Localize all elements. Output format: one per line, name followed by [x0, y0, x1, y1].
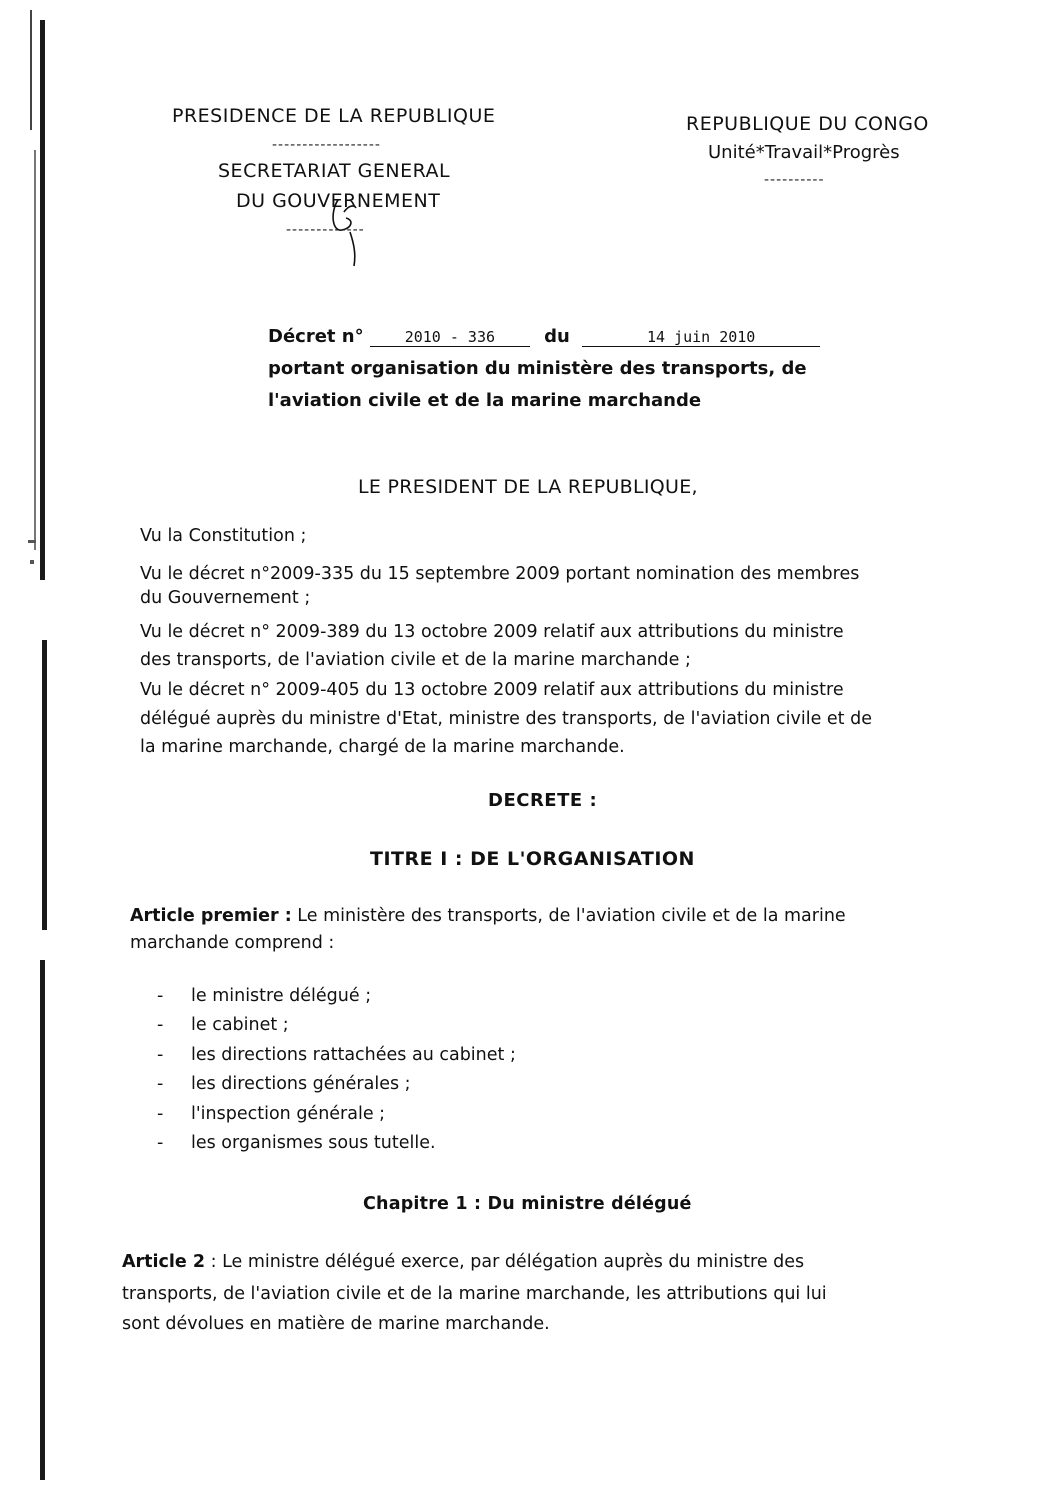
article-2-line2: transports, de l'aviation civile et de la marine marchande, les attributions qui lui: [122, 1284, 827, 1304]
article-1-line1: [130, 902, 846, 930]
list-item: [157, 1074, 411, 1094]
visa-line: Vu le décret n° 2009-405 du 13 octobre 2009 relatif aux attributions du ministre: [140, 680, 844, 700]
list-item-text: le cabinet ;: [191, 1015, 289, 1035]
list-item: [157, 986, 371, 1006]
list-bullet: -: [157, 1104, 164, 1124]
list-bullet: -: [157, 1074, 164, 1094]
header-separator: ----------: [764, 172, 825, 188]
header-separator: ------------------: [272, 137, 381, 153]
header-republique: REPUBLIQUE DU CONGO: [686, 113, 929, 135]
visa-line: Vu la Constitution ;: [140, 526, 307, 546]
list-bullet: -: [157, 1133, 164, 1153]
article-2-line3: sont dévolues en matière de marine marchande.: [122, 1314, 550, 1334]
visa-line: du Gouvernement ;: [140, 588, 311, 608]
list-item-text: l'inspection générale ;: [191, 1104, 386, 1124]
visa-line: Vu le décret n°2009-335 du 15 septembre 2009 portant nomination des membres: [140, 564, 860, 584]
article-1-text: Le ministère des transports, de l'aviation civile et de la marine: [291, 906, 846, 926]
list-item-text: les directions rattachées au cabinet ;: [191, 1045, 516, 1065]
header-gouvernement: DU GOUVERNEMENT: [236, 190, 441, 212]
header-secretariat: SECRETARIAT GENERAL: [218, 160, 451, 182]
list-item: [157, 1104, 385, 1124]
list-item-text: les organismes sous tutelle.: [191, 1133, 436, 1153]
visa-line: des transports, de l'aviation civile et de la marine marchande ;: [140, 650, 691, 670]
decree-subject-line1: portant organisation du ministère des transports, de: [268, 358, 807, 379]
article-1-line2: marchande comprend :: [130, 933, 335, 953]
list-bullet: -: [157, 1045, 164, 1065]
list-bullet: -: [157, 1015, 164, 1035]
list-bullet: -: [157, 986, 164, 1006]
decrete-heading: DECRETE :: [488, 790, 598, 811]
header-motto: Unité*Travail*Progrès: [708, 142, 900, 163]
visa-line: délégué auprès du ministre d'Etat, ministre des transports, de l'aviation civile et de: [140, 709, 872, 729]
decree-subject-line2: l'aviation civile et de la marine marchande: [268, 390, 702, 411]
list-item: [157, 1045, 516, 1065]
header-presidence: PRESIDENCE DE LA REPUBLIQUE: [172, 105, 496, 127]
list-item: [157, 1133, 436, 1153]
header-separator: -------------: [286, 222, 365, 238]
visa-line: Vu le décret n° 2009-389 du 13 octobre 2009 relatif aux attributions du ministre: [140, 622, 844, 642]
titre-heading: TITRE I : DE L'ORGANISATION: [370, 848, 695, 870]
president-heading: LE PRESIDENT DE LA REPUBLIQUE,: [358, 476, 698, 498]
decree-label: Décret n°: [268, 326, 364, 347]
article-2-label: Article 2: [122, 1252, 206, 1272]
decree-du: du: [544, 326, 570, 347]
chapitre-heading: Chapitre 1 : Du ministre délégué: [363, 1194, 692, 1214]
scan-edge-artifact: [0, 0, 60, 1497]
decree-line: [268, 326, 820, 347]
list-item-text: les directions générales ;: [191, 1074, 411, 1094]
decree-number: 2010 - 336: [370, 328, 530, 347]
list-item: [157, 1015, 289, 1035]
visa-line: la marine marchande, chargé de la marine marchande.: [140, 737, 625, 757]
handwritten-mark: [320, 192, 370, 272]
article-2-text: : Le ministre délégué exerce, par délégation auprès du ministre des: [205, 1252, 805, 1272]
article-2-line1: [122, 1248, 804, 1276]
list-item-text: le ministre délégué ;: [191, 986, 372, 1006]
decree-date: 14 juin 2010: [582, 328, 820, 347]
article-1-label: Article premier :: [130, 906, 292, 926]
